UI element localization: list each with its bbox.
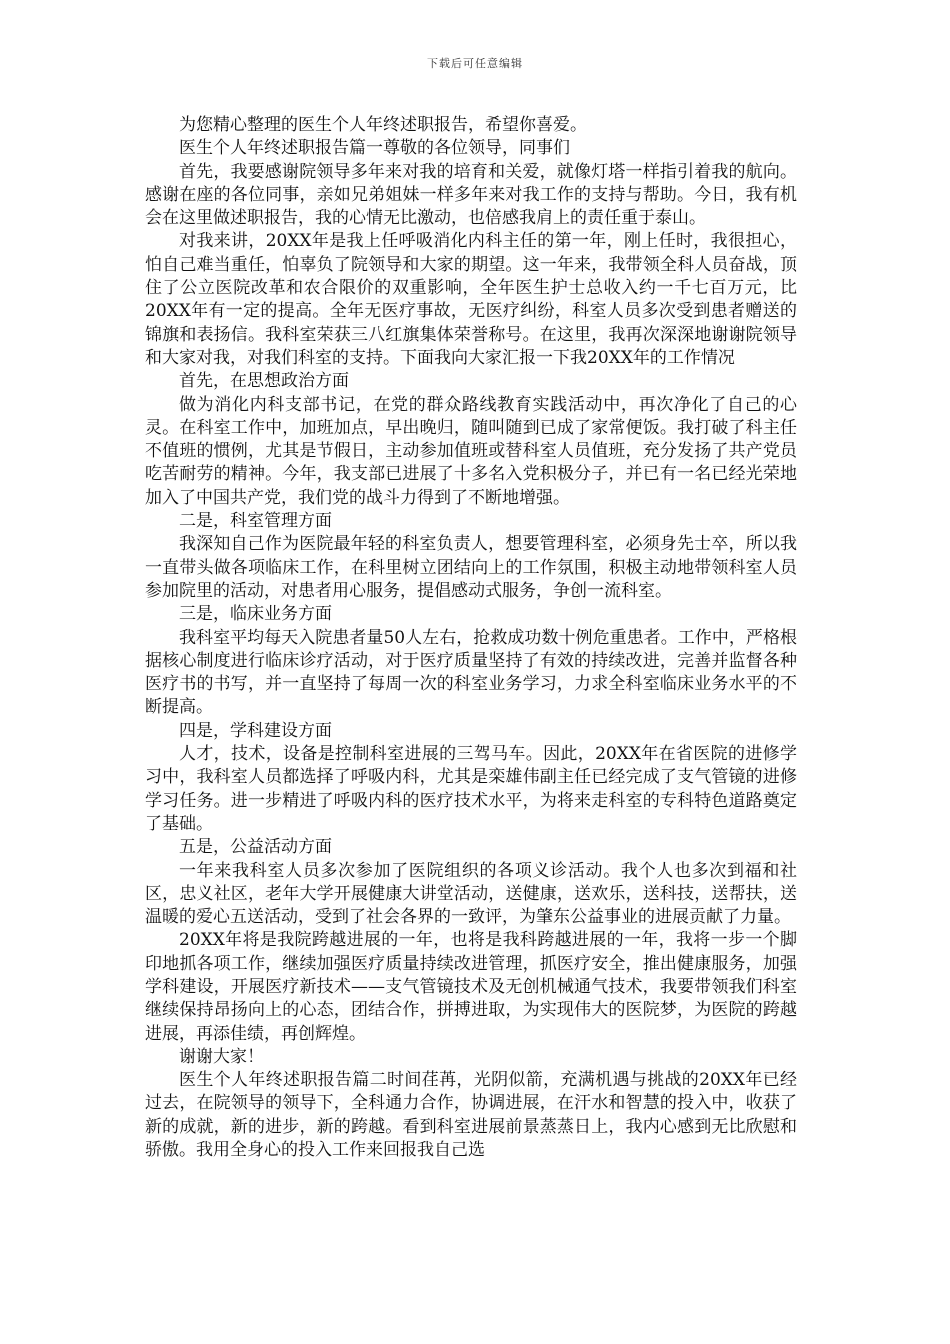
page-header: 下载后可任意编辑 <box>427 57 523 70</box>
section-heading: 首先，在思想政治方面 <box>179 371 349 392</box>
body-paragraph: 做为消化内科支部书记，在党的群众路线教育实践活动中，再次净化了自己的心灵。在科室工作中，加班加点，早出晚归，随叫随到已成了家常便饭。我打破了科主任不值班的惯例，尤其是节假日，主动参加值班或替科室人员值班，充分发扬了共产党员吃苦耐劳的精神。今年，我支部已进展了十多名入党积极分子，并已有一名已经光荣地加入了中国共产党，我们党的战斗力得到了不断地增强。 <box>145 394 797 508</box>
body-paragraph: 20XX年将是我院跨越进展的一年，也将是我科跨越进展的一年，我将一步一个脚印地抓各项工作，继续加强医疗质量持续改进管理，抓医疗安全，推出健康服务，加强学科建设，开展医疗新技术——支气管镜技术及无创机械通气技术，我要带领我们科室继续保持昂扬向上的心态，团结合作，拼搏进取，为实现伟大的医院梦，为医院的跨越进展，再添佳绩，再创辉煌。 <box>145 930 797 1044</box>
body-paragraph: 首先，我要感谢院领导多年来对我的培育和关爱，就像灯塔一样指引着我的航向。感谢在座的各位同事，亲如兄弟姐妹一样多年来对我工作的支持与帮助。今日，我有机会在这里做述职报告，我的心情无比激动，也倍感我肩上的责任重于泰山。 <box>145 161 797 229</box>
body-paragraph: 对我来讲，20XX年是我上任呼吸消化内科主任的第一年，刚上任时，我很担心，怕自己难当重任，怕辜负了院领导和大家的期望。这一年来，我带领全科人员奋战，顶住了公立医院改革和农合限价的双重影响，全年医生护士总收入约一千七百万元，比20XX年有一定的提高。全年无医疗事故，无医疗纠纷，科室人员多次受到患者赠送的锦旗和表扬信。我科室荣获三八红旗集体荣誉称号。在这里，我再次深深地谢谢院领导和大家对我，对我们科室的支持。下面我向大家汇报一下我20XX年的工作情况 <box>145 231 797 368</box>
document-body <box>145 114 797 1162</box>
body-paragraph: 我科室平均每天入院患者量50人左右，抢救成功数十例危重患者。工作中，严格根据核心制度进行临床诊疗活动，对于医疗质量坚持了有效的持续改进，完善并监督各种医疗书的书写，并一直坚持了每周一次的科室业务学习，力求全科室临床业务水平的不断提高。 <box>145 627 797 718</box>
body-paragraph: 我深知自己作为医院最年轻的科室负责人，想要管理科室，必须身先士卒，所以我一直带头做各项临床工作，在科里树立团结向上的工作氛围，积极主动地带领科室人员参加院里的活动，对患者用心服务，提倡感动式服务，争创一流科室。 <box>145 534 797 601</box>
section-heading: 四是，学科建设方面 <box>179 720 332 741</box>
section-heading: 三是，临床业务方面 <box>179 604 332 625</box>
section-heading: 五是，公益活动方面 <box>179 837 332 858</box>
report-one-heading: 医生个人年终述职报告篇一尊敬的各位领导，同事们 <box>179 138 570 159</box>
report-two-paragraph: 医生个人年终述职报告篇二时间荏苒，光阴似箭，充满机遇与挑战的20XX年已经过去，在院领导的领导下，全科通力合作，协调进展，在汗水和智慧的投入中，收获了新的成就，新的进步，新的跨越。看到科室进展前景蒸蒸日上，我内心感到无比欣慰和骄傲。我用全身心的投入工作来回报我自己选 <box>145 1070 797 1161</box>
intro-paragraph: 为您精心整理的医生个人年终述职报告，希望你喜爱。 <box>179 115 587 135</box>
section-heading: 二是，科室管理方面 <box>179 511 332 532</box>
body-paragraph: 人才，技术，设备是控制科室进展的三驾马车。因此，20XX年在省医院的进修学习中，我科室人员都选择了呼吸内科，尤其是栾雄伟副主任已经完成了支气管镜的进修学习任务。进一步精进了呼吸内科的医疗技术水平，为将来走科室的专科特色道路奠定了基础。 <box>145 744 797 834</box>
body-paragraph: 一年来我科室人员多次参加了医院组织的各项义诊活动。我个人也多次到福和社区，忠义社区，老年大学开展健康大讲堂活动，送健康，送欢乐，送科技，送帮扶，送温暖的爱心五送活动，受到了社会各界的一致评，为肇东公益事业的进展贡献了力量。 <box>145 860 797 928</box>
thanks-line: 谢谢大家！ <box>179 1046 264 1067</box>
